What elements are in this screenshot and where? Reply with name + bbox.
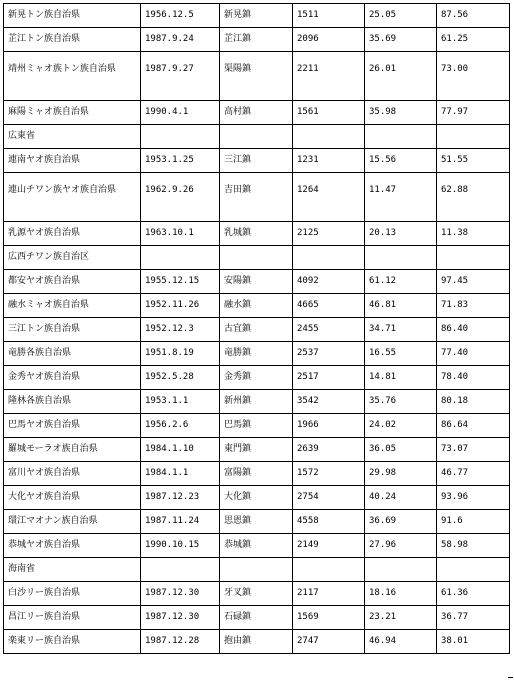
county-name-cell: 恭城ヤオ族自治県 — [4, 534, 141, 558]
minority-percent-cell — [437, 558, 510, 582]
established-date-cell: 1987.12.28 — [141, 630, 220, 654]
county-name-cell: 広西チワン族自治区 — [4, 246, 141, 270]
area-cell: 2747 — [293, 630, 365, 654]
table-row — [4, 462, 510, 486]
county-seat-cell — [220, 558, 293, 582]
province-header-row — [4, 125, 510, 149]
county-seat-cell: 三江鎮 — [220, 149, 293, 173]
table-row — [4, 52, 510, 101]
table-row — [4, 534, 510, 558]
table-row — [4, 342, 510, 366]
page-edge-mark — [508, 677, 513, 678]
population-cell: 11.47 — [365, 173, 437, 222]
county-seat-cell: 芷江鎮 — [220, 28, 293, 52]
table-row — [4, 510, 510, 534]
established-date-cell: 1987.12.23 — [141, 486, 220, 510]
area-cell — [293, 558, 365, 582]
established-date-cell: 1953.1.1 — [141, 390, 220, 414]
area-cell: 4665 — [293, 294, 365, 318]
population-cell: 20.13 — [365, 222, 437, 246]
area-cell: 2455 — [293, 318, 365, 342]
county-seat-cell — [220, 246, 293, 270]
table-row — [4, 366, 510, 390]
established-date-cell: 1990.10.15 — [141, 534, 220, 558]
established-date-cell: 1987.11.24 — [141, 510, 220, 534]
established-date-cell — [141, 246, 220, 270]
county-name-cell: 連山チワン族ヤオ族自治県 — [4, 173, 141, 222]
established-date-cell — [141, 558, 220, 582]
county-seat-cell: 金秀鎮 — [220, 366, 293, 390]
county-seat-cell — [220, 125, 293, 149]
population-cell — [365, 246, 437, 270]
county-seat-cell: 渠陽鎮 — [220, 52, 293, 101]
minority-percent-cell: 71.83 — [437, 294, 510, 318]
population-cell: 24.02 — [365, 414, 437, 438]
county-seat-cell: 石碌鎮 — [220, 606, 293, 630]
minority-percent-cell: 77.40 — [437, 342, 510, 366]
population-cell: 23.21 — [365, 606, 437, 630]
table-row — [4, 414, 510, 438]
table-body — [4, 4, 510, 654]
population-cell: 15.56 — [365, 149, 437, 173]
province-header-row — [4, 558, 510, 582]
table-row — [4, 486, 510, 510]
table-row — [4, 101, 510, 125]
population-cell: 18.16 — [365, 582, 437, 606]
county-seat-cell: 牙叉鎮 — [220, 582, 293, 606]
county-seat-cell: 巴馬鎮 — [220, 414, 293, 438]
county-name-cell: 芷江トン族自治県 — [4, 28, 141, 52]
county-name-cell: 金秀ヤオ族自治県 — [4, 366, 141, 390]
county-seat-cell: 富陽鎮 — [220, 462, 293, 486]
population-cell: 16.55 — [365, 342, 437, 366]
table-row — [4, 630, 510, 654]
table-row — [4, 222, 510, 246]
population-cell: 40.24 — [365, 486, 437, 510]
area-cell: 4558 — [293, 510, 365, 534]
minority-percent-cell: 97.45 — [437, 270, 510, 294]
area-cell: 4092 — [293, 270, 365, 294]
table-row — [4, 28, 510, 52]
county-seat-cell: 高村鎮 — [220, 101, 293, 125]
established-date-cell — [141, 125, 220, 149]
minority-percent-cell: 91.6 — [437, 510, 510, 534]
area-cell: 2517 — [293, 366, 365, 390]
autonomous-county-table — [3, 3, 510, 654]
established-date-cell: 1987.12.30 — [141, 606, 220, 630]
population-cell: 61.12 — [365, 270, 437, 294]
population-cell: 29.98 — [365, 462, 437, 486]
minority-percent-cell: 61.25 — [437, 28, 510, 52]
area-cell — [293, 246, 365, 270]
minority-percent-cell: 73.00 — [437, 52, 510, 101]
county-seat-cell: 吉田鎮 — [220, 173, 293, 222]
county-name-cell: 昌江リー族自治県 — [4, 606, 141, 630]
established-date-cell: 1962.9.26 — [141, 173, 220, 222]
table-row — [4, 4, 510, 28]
county-name-cell: 三江トン族自治県 — [4, 318, 141, 342]
minority-percent-cell: 77.97 — [437, 101, 510, 125]
area-cell: 2754 — [293, 486, 365, 510]
population-cell — [365, 558, 437, 582]
established-date-cell: 1952.5.28 — [141, 366, 220, 390]
county-name-cell: 広東省 — [4, 125, 141, 149]
population-cell: 46.81 — [365, 294, 437, 318]
minority-percent-cell: 93.96 — [437, 486, 510, 510]
population-cell: 27.96 — [365, 534, 437, 558]
county-name-cell: 富川ヤオ族自治県 — [4, 462, 141, 486]
established-date-cell: 1984.1.1 — [141, 462, 220, 486]
county-seat-cell: 竜勝鎮 — [220, 342, 293, 366]
county-name-cell: 麻陽ミャオ族自治県 — [4, 101, 141, 125]
established-date-cell: 1956.2.6 — [141, 414, 220, 438]
minority-percent-cell: 86.64 — [437, 414, 510, 438]
county-name-cell: 大化ヤオ族自治県 — [4, 486, 141, 510]
established-date-cell: 1990.4.1 — [141, 101, 220, 125]
table-row — [4, 390, 510, 414]
established-date-cell: 1953.1.25 — [141, 149, 220, 173]
county-name-cell: 海南省 — [4, 558, 141, 582]
established-date-cell: 1952.12.3 — [141, 318, 220, 342]
established-date-cell: 1987.9.27 — [141, 52, 220, 101]
population-cell: 35.69 — [365, 28, 437, 52]
area-cell: 2125 — [293, 222, 365, 246]
table-row — [4, 318, 510, 342]
area-cell: 2117 — [293, 582, 365, 606]
population-cell: 14.81 — [365, 366, 437, 390]
county-seat-cell: 新州鎮 — [220, 390, 293, 414]
population-cell: 35.98 — [365, 101, 437, 125]
minority-percent-cell — [437, 246, 510, 270]
population-cell — [365, 125, 437, 149]
minority-percent-cell: 87.56 — [437, 4, 510, 28]
area-cell: 1264 — [293, 173, 365, 222]
county-seat-cell: 新晃鎮 — [220, 4, 293, 28]
county-seat-cell: 思恩鎮 — [220, 510, 293, 534]
county-seat-cell: 乳城鎮 — [220, 222, 293, 246]
county-name-cell: 楽東リー族自治県 — [4, 630, 141, 654]
county-seat-cell: 安陽鎮 — [220, 270, 293, 294]
area-cell: 1511 — [293, 4, 365, 28]
table-row — [4, 294, 510, 318]
minority-percent-cell: 58.98 — [437, 534, 510, 558]
established-date-cell: 1955.12.15 — [141, 270, 220, 294]
county-seat-cell: 大化鎮 — [220, 486, 293, 510]
table-row — [4, 270, 510, 294]
established-date-cell: 1987.9.24 — [141, 28, 220, 52]
area-cell: 2096 — [293, 28, 365, 52]
county-name-cell: 新晃トン族自治県 — [4, 4, 141, 28]
area-cell: 1231 — [293, 149, 365, 173]
established-date-cell: 1956.12.5 — [141, 4, 220, 28]
county-name-cell: 白沙リー族自治県 — [4, 582, 141, 606]
established-date-cell: 1963.10.1 — [141, 222, 220, 246]
county-seat-cell: 融水鎮 — [220, 294, 293, 318]
county-name-cell: 環江マオナン族自治県 — [4, 510, 141, 534]
province-header-row — [4, 246, 510, 270]
county-name-cell: 巴馬ヤオ族自治県 — [4, 414, 141, 438]
established-date-cell: 1984.1.10 — [141, 438, 220, 462]
area-cell: 2639 — [293, 438, 365, 462]
minority-percent-cell: 62.88 — [437, 173, 510, 222]
minority-percent-cell — [437, 125, 510, 149]
minority-percent-cell: 51.55 — [437, 149, 510, 173]
population-cell: 34.71 — [365, 318, 437, 342]
county-seat-cell: 古宜鎮 — [220, 318, 293, 342]
area-cell: 1572 — [293, 462, 365, 486]
established-date-cell: 1987.12.30 — [141, 582, 220, 606]
minority-percent-cell: 73.07 — [437, 438, 510, 462]
established-date-cell: 1952.11.26 — [141, 294, 220, 318]
minority-percent-cell: 80.18 — [437, 390, 510, 414]
county-seat-cell: 抱由鎮 — [220, 630, 293, 654]
table-row — [4, 149, 510, 173]
minority-percent-cell: 11.38 — [437, 222, 510, 246]
population-cell: 36.05 — [365, 438, 437, 462]
county-name-cell: 竜勝各族自治県 — [4, 342, 141, 366]
population-cell: 46.94 — [365, 630, 437, 654]
table-row — [4, 606, 510, 630]
area-cell: 1561 — [293, 101, 365, 125]
established-date-cell: 1951.8.19 — [141, 342, 220, 366]
table-row — [4, 582, 510, 606]
area-cell: 3542 — [293, 390, 365, 414]
table-row — [4, 173, 510, 222]
population-cell: 26.01 — [365, 52, 437, 101]
area-cell — [293, 125, 365, 149]
area-cell: 2149 — [293, 534, 365, 558]
minority-percent-cell: 38.01 — [437, 630, 510, 654]
minority-percent-cell: 78.40 — [437, 366, 510, 390]
population-cell: 35.76 — [365, 390, 437, 414]
county-name-cell: 隆林各族自治県 — [4, 390, 141, 414]
county-name-cell: 連南ヤオ族自治県 — [4, 149, 141, 173]
area-cell: 1569 — [293, 606, 365, 630]
minority-percent-cell: 86.40 — [437, 318, 510, 342]
county-seat-cell: 恭城鎮 — [220, 534, 293, 558]
area-cell: 1966 — [293, 414, 365, 438]
county-name-cell: 乳源ヤオ族自治県 — [4, 222, 141, 246]
county-name-cell: 都安ヤオ族自治県 — [4, 270, 141, 294]
county-seat-cell: 東門鎮 — [220, 438, 293, 462]
area-cell: 2537 — [293, 342, 365, 366]
population-cell: 25.05 — [365, 4, 437, 28]
minority-percent-cell: 36.77 — [437, 606, 510, 630]
table-row — [4, 438, 510, 462]
county-name-cell: 融水ミャオ族自治県 — [4, 294, 141, 318]
area-cell: 2211 — [293, 52, 365, 101]
population-cell: 36.69 — [365, 510, 437, 534]
county-name-cell: 靖州ミャオ族トン族自治県 — [4, 52, 141, 101]
minority-percent-cell: 46.77 — [437, 462, 510, 486]
county-name-cell: 羅城モーラオ族自治県 — [4, 438, 141, 462]
minority-percent-cell: 61.36 — [437, 582, 510, 606]
